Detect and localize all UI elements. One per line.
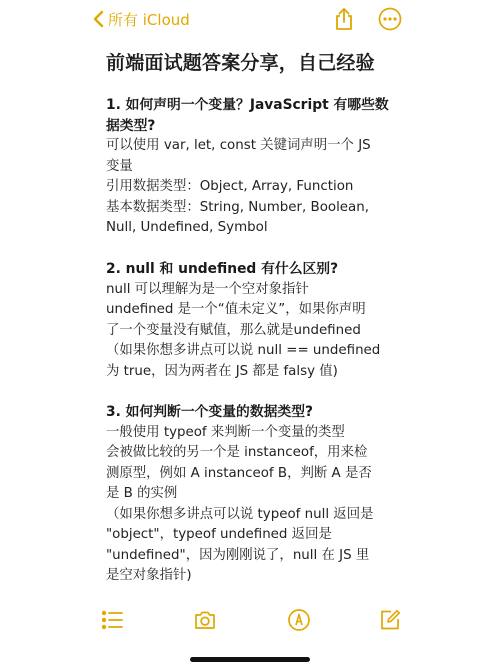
section-heading: 3. 如何判断一个变量的数据类型?	[106, 404, 314, 420]
note-line: "undefined"，因为刚刚说了，null 在 JS 里	[106, 547, 370, 563]
note-section-1[interactable]	[106, 95, 398, 239]
note-line: 为 true，因为两者在 JS 都是 falsy 值)	[106, 363, 338, 379]
note-line: 了一个变量没有赋值，那么就是undefined	[106, 322, 361, 338]
section-heading: 1. 如何声明一个变量？JavaScript 有哪些数	[106, 97, 389, 113]
note-section-2[interactable]	[106, 259, 398, 382]
note-line: undefined 是一个“值未定义”，如果你声明	[106, 302, 366, 317]
navigation-bar	[0, 0, 500, 38]
bottom-toolbar	[0, 596, 500, 646]
note-section-3[interactable]	[106, 402, 398, 587]
note-line: 一般使用 typeof 来判断一个变量的类型	[106, 424, 345, 440]
note-title[interactable]: 前端面试题答案分享，自己经验	[106, 52, 375, 74]
camera-icon[interactable]	[193, 608, 217, 632]
back-label: 所有 iCloud	[108, 10, 190, 29]
chevron-left-icon	[92, 10, 104, 28]
checklist-icon[interactable]	[100, 608, 124, 632]
back-button[interactable]	[92, 6, 190, 32]
more-options-icon[interactable]	[377, 6, 403, 32]
note-line: Null, Undefined, Symbol	[106, 220, 268, 235]
note-line: 会被做比较的另一个是 instanceof，用来检	[106, 445, 368, 460]
note-line: 是 B 的实例	[106, 486, 178, 501]
section-heading-continued: 据类型?	[106, 117, 156, 134]
note-line: 变量	[106, 158, 133, 174]
home-indicator	[190, 657, 310, 662]
section-heading: 2. null 和 undefined 有什么区别?	[106, 261, 339, 277]
note-line: "object"，typeof undefined 返回是	[106, 527, 332, 542]
compose-icon[interactable]	[378, 608, 402, 632]
note-line: 基本数据类型：String, Number, Boolean,	[106, 199, 369, 215]
note-line: （如果你想多讲点可以说 typeof null 返回是	[106, 506, 374, 522]
markup-pen-icon[interactable]	[287, 608, 311, 632]
note-line: 引用数据类型：Object, Array, Function	[106, 179, 354, 194]
note-line: null 可以理解为是一个空对象指针	[106, 281, 309, 297]
note-line: 是空对象指针)	[106, 568, 192, 583]
share-icon[interactable]	[331, 6, 357, 32]
note-line: 测原型，例如 A instanceof B，判断 A 是否	[106, 465, 372, 481]
note-line: 可以使用 var, let, const 关键词声明一个 JS	[106, 138, 371, 153]
note-line: （如果你想多讲点可以说 null == undefined	[106, 343, 381, 358]
